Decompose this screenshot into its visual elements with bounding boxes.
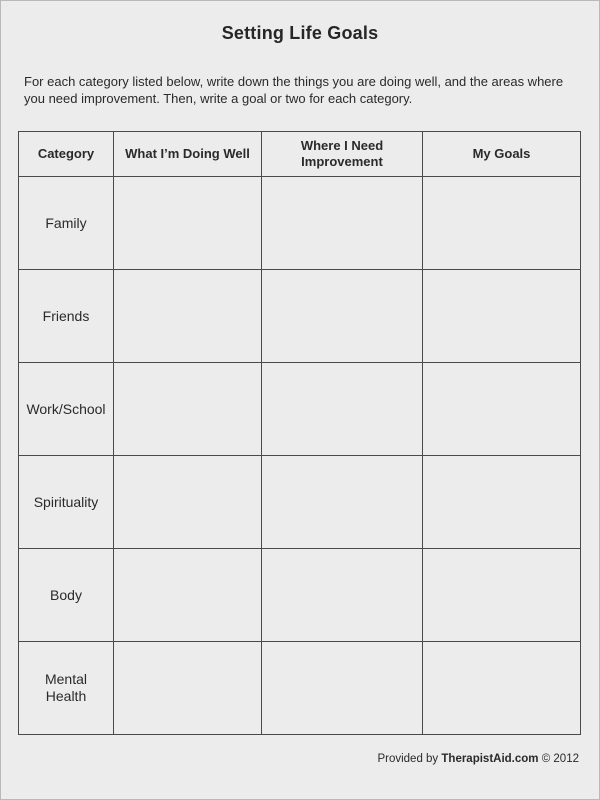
need-improvement-cell[interactable] bbox=[262, 549, 423, 642]
goals-table bbox=[18, 131, 581, 735]
my-goals-cell[interactable] bbox=[423, 177, 581, 270]
need-improvement-cell[interactable] bbox=[262, 363, 423, 456]
category-cell: Spirituality bbox=[19, 456, 114, 549]
my-goals-cell[interactable] bbox=[423, 642, 581, 735]
my-goals-cell[interactable] bbox=[423, 456, 581, 549]
table-row bbox=[19, 363, 581, 456]
table-row bbox=[19, 177, 581, 270]
table-header-row bbox=[19, 132, 581, 177]
footer-credit bbox=[377, 753, 579, 765]
footer-provided-by: Provided by bbox=[377, 753, 439, 765]
table-row bbox=[19, 642, 581, 735]
my-goals-cell[interactable] bbox=[423, 270, 581, 363]
need-improvement-cell[interactable] bbox=[262, 642, 423, 735]
column-header-need-improvement-label: Where I Need Improvement bbox=[300, 138, 384, 169]
need-improvement-cell[interactable] bbox=[262, 456, 423, 549]
doing-well-cell[interactable] bbox=[114, 363, 262, 456]
category-cell: Body bbox=[19, 549, 114, 642]
doing-well-cell[interactable] bbox=[114, 270, 262, 363]
table-row bbox=[19, 456, 581, 549]
column-header-my-goals: My Goals bbox=[423, 132, 581, 177]
need-improvement-cell[interactable] bbox=[262, 177, 423, 270]
doing-well-cell[interactable] bbox=[114, 549, 262, 642]
footer-copyright: © 2012 bbox=[541, 753, 579, 765]
page-title: Setting Life Goals bbox=[221, 23, 379, 43]
my-goals-cell[interactable] bbox=[423, 549, 581, 642]
category-cell: Friends bbox=[19, 270, 114, 363]
table-row bbox=[19, 270, 581, 363]
doing-well-cell[interactable] bbox=[114, 642, 262, 735]
column-header-need-improvement bbox=[262, 132, 423, 177]
instructions-text: For each category listed below, write down the things you are doing well, and the areas where you need improvement. Then, write a goal or two for each category. bbox=[24, 74, 564, 106]
category-cell: Family bbox=[19, 177, 114, 270]
column-header-doing-well: What I’m Doing Well bbox=[114, 132, 262, 177]
need-improvement-cell[interactable] bbox=[262, 270, 423, 363]
category-cell: Mental Health bbox=[19, 642, 114, 735]
column-header-category: Category bbox=[19, 132, 114, 177]
footer-brand: TherapistAid.com bbox=[441, 753, 539, 765]
doing-well-cell[interactable] bbox=[114, 177, 262, 270]
my-goals-cell[interactable] bbox=[423, 363, 581, 456]
category-cell: Work/School bbox=[19, 363, 114, 456]
doing-well-cell[interactable] bbox=[114, 456, 262, 549]
table-row bbox=[19, 549, 581, 642]
